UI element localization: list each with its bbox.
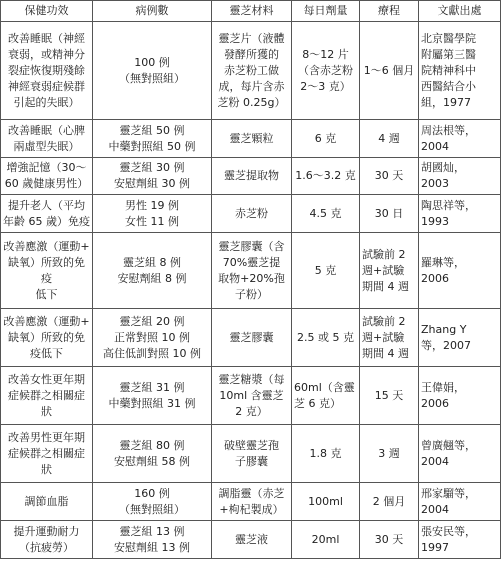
material-cell: 赤芝粉 [212, 195, 292, 233]
material-cell: 靈芝糖漿（每 10ml 含靈芝 2 克） [212, 367, 292, 425]
dose-cell: 8～12 片 （含赤芝粉 2～3 克） [292, 22, 360, 120]
header-material: 靈芝材料 [212, 1, 292, 22]
table-row [1, 22, 501, 120]
cases-cell: 靈芝組 50 例 中藥對照組 50 例 [93, 120, 212, 158]
effect-cell: 改善睡眠（神經 衰弱，或精神分 裂症恢復期殘餘 神經衰弱症候群 引起的失眠） [1, 22, 93, 120]
source-cell: 北京醫學院 附屬第三醫 院精神科中 西醫結合小 組，1977 [419, 22, 501, 120]
table-row [1, 195, 501, 233]
course-cell: 1～6 個月 [360, 22, 419, 120]
cases-cell: 靈芝組 31 例 中藥對照組 31 例 [93, 367, 212, 425]
effect-cell: 改善應激（運動+ 缺氧）所致的免疫 低下 [1, 233, 93, 309]
effect-cell: 提升老人（平均 年齡 65 歲）免疫 [1, 195, 93, 233]
material-cell: 調脂靈（赤芝 +枸杞製成） [212, 483, 292, 521]
material-cell: 靈芝液 [212, 521, 292, 559]
cases-cell: 靈芝組 20 例 正常對照 10 例 高住低訓對照 10 例 [93, 309, 212, 367]
source-cell: 王偉娟， 2006 [419, 367, 501, 425]
table-row [1, 309, 501, 367]
dose-cell: 60ml（含靈 芝 6 克） [292, 367, 360, 425]
cases-cell: 100 例 （無對照組） [93, 22, 212, 120]
course-cell: 試驗前 2 週+試驗 期間 4 週 [360, 309, 419, 367]
table-row [1, 483, 501, 521]
dose-cell: 5 克 [292, 233, 360, 309]
effect-cell: 改善睡眠（心脾 兩虛型失眠） [1, 120, 93, 158]
course-cell: 3 週 [360, 425, 419, 483]
cases-cell: 靈芝組 80 例 安慰劑組 58 例 [93, 425, 212, 483]
header-source: 文獻出處 [419, 1, 501, 22]
source-cell: 胡國灿， 2003 [419, 158, 501, 195]
material-cell: 靈芝提取物 [212, 158, 292, 195]
source-cell: 周法根等， 2004 [419, 120, 501, 158]
effect-cell: 改善男性更年期 症候群之相關症 狀 [1, 425, 93, 483]
material-cell: 靈芝顆粒 [212, 120, 292, 158]
material-cell: 靈芝膠囊（含 70%靈芝提 取物+20%孢 子粉） [212, 233, 292, 309]
header-effect: 保健功效 [1, 1, 93, 22]
course-cell: 試驗前 2 週+試驗 期間 4 週 [360, 233, 419, 309]
course-cell: 4 週 [360, 120, 419, 158]
header-course: 療程 [360, 1, 419, 22]
table-row [1, 158, 501, 195]
source-cell: 陶思祥等， 1993 [419, 195, 501, 233]
cases-cell: 靈芝組 8 例 安慰劑組 8 例 [93, 233, 212, 309]
table-row [1, 120, 501, 158]
course-cell: 2 個月 [360, 483, 419, 521]
material-cell: 靈芝膠囊 [212, 309, 292, 367]
course-cell: 15 天 [360, 367, 419, 425]
source-cell: 曾廣翹等， 2004 [419, 425, 501, 483]
source-cell: 邢家騮等， 2004 [419, 483, 501, 521]
table-row [1, 425, 501, 483]
course-cell: 30 天 [360, 521, 419, 559]
dose-cell: 1.8 克 [292, 425, 360, 483]
dose-cell: 1.6～3.2 克 [292, 158, 360, 195]
effect-cell: 調節血脂 [1, 483, 93, 521]
dose-cell: 6 克 [292, 120, 360, 158]
cases-cell: 靈芝組 30 例 安慰劑組 30 例 [93, 158, 212, 195]
dose-cell: 4.5 克 [292, 195, 360, 233]
table-row [1, 521, 501, 559]
header-dose: 每日劑量 [292, 1, 360, 22]
header-row [1, 1, 501, 22]
dose-cell: 100ml [292, 483, 360, 521]
source-cell: 羅琳等， 2006 [419, 233, 501, 309]
course-cell: 30 日 [360, 195, 419, 233]
effect-cell: 增強記憶（30～ 60 歲健康男性） [1, 158, 93, 195]
material-cell: 破壁靈芝孢 子膠囊 [212, 425, 292, 483]
source-cell: 張安民等， 1997 [419, 521, 501, 559]
cases-cell: 靈芝組 13 例 安慰劑組 13 例 [93, 521, 212, 559]
dose-cell: 20ml [292, 521, 360, 559]
effect-cell: 提升運動耐力 （抗疲勞） [1, 521, 93, 559]
cases-cell: 男性 19 例 女性 11 例 [93, 195, 212, 233]
table-row [1, 367, 501, 425]
effect-cell: 改善應激（運動+ 缺氧）所致的免 疫低下 [1, 309, 93, 367]
course-cell: 30 天 [360, 158, 419, 195]
cases-cell: 160 例 （無對照組） [93, 483, 212, 521]
effect-cell: 改善女性更年期 症候群之相關症 狀 [1, 367, 93, 425]
source-cell: Zhang Y 等，2007 [419, 309, 501, 367]
material-cell: 靈芝片（液體 發酵所獲的 赤芝粉工做 成，每片含赤 芝粉 0.25g） [212, 22, 292, 120]
dose-cell: 2.5 或 5 克 [292, 309, 360, 367]
table-row [1, 233, 501, 309]
header-cases: 病例數 [93, 1, 212, 22]
